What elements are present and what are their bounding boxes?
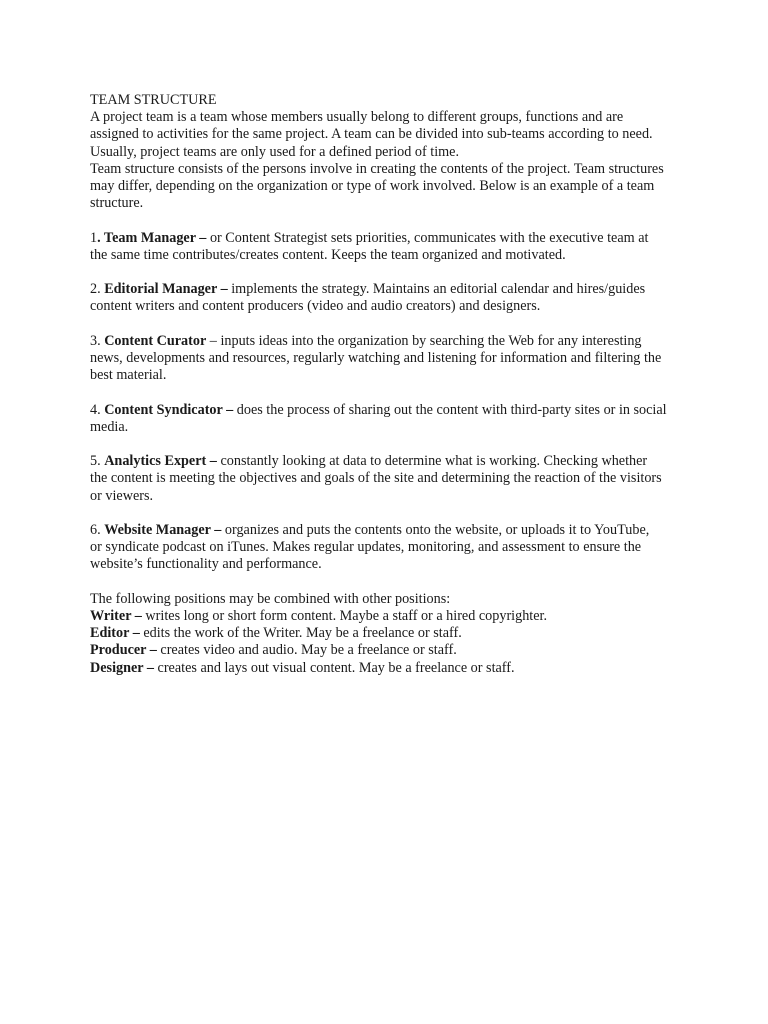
role-text: does the process of sharing out the content with third-party sites or in social (233, 401, 667, 418)
combined-item-producer (90, 642, 690, 659)
paragraph-gap (90, 574, 690, 591)
role-name: Website Manager – (104, 521, 222, 538)
role-line: media. (90, 418, 129, 435)
intro-line: structure. (90, 195, 144, 212)
role-line (90, 453, 690, 470)
role-line: the same time contributes/creates content. Keeps the team organized and motivated. (90, 246, 566, 263)
role-line: content writers and content producers (video and audio creators) and designers. (90, 298, 541, 315)
paragraph-gap (90, 212, 690, 229)
intro-line: Team structure consists of the persons involve in creating the contents of the project. Team structures (90, 160, 664, 177)
role-line (90, 333, 690, 350)
combined-item-writer (90, 608, 690, 625)
role-text: – inputs ideas into the organization by searching the Web for any interesting (206, 332, 642, 349)
role-text: organizes and puts the contents onto the website, or uploads it to YouTube, (221, 521, 650, 538)
combined-text: edits the work of the Writer. May be a freelance or staff. (139, 625, 462, 642)
combined-item-editor (90, 625, 690, 642)
paragraph-gap (90, 316, 690, 333)
role-number: 2. (90, 281, 105, 298)
intro-line: assigned to activities for the same project. A team can be divided into sub-teams according to need. (90, 126, 653, 143)
combined-name: Writer – (90, 607, 142, 624)
role-line: the content is meeting the objectives and goals of the site and determining the reaction of the visitors (90, 470, 662, 487)
combined-name: Designer – (90, 659, 154, 676)
intro-paragraph (90, 109, 690, 212)
role-item-editorial-manager (90, 281, 690, 315)
paragraph-gap (90, 505, 690, 522)
role-line (90, 230, 690, 247)
role-item-content-syndicator (90, 402, 690, 436)
role-name: Editorial Manager – (104, 281, 228, 298)
role-line: best material. (90, 367, 167, 384)
role-item-website-manager (90, 522, 690, 574)
role-number: 1 (90, 229, 98, 246)
combined-intro: The following positions may be combined with other positions: (90, 590, 451, 607)
role-line: or syndicate podcast on iTunes. Makes regular updates, monitoring, and assessment to ensure the (90, 539, 642, 556)
role-name: Content Syndicator – (104, 401, 234, 418)
role-number: 3. (90, 332, 105, 349)
role-text: constantly looking at data to determine what is working. Checking whether (216, 453, 648, 470)
role-name: . Team Manager – (97, 229, 207, 246)
role-line: website’s functionality and performance. (90, 556, 322, 573)
combined-item-designer (90, 660, 690, 677)
combined-text: writes long or short form content. Maybe a staff or a hired copyrighter. (141, 607, 548, 624)
role-text: implements the strategy. Maintains an editorial calendar and hires/guides (227, 281, 646, 298)
document-title: TEAM STRUCTURE (90, 92, 217, 108)
paragraph-gap (90, 436, 690, 453)
role-text: or Content Strategist sets priorities, communicates with the executive team at (206, 229, 649, 246)
role-number: 5. (90, 453, 105, 470)
role-line (90, 281, 690, 298)
intro-line: may differ, depending on the organization or type of work involved. Below is an example of a team (90, 178, 655, 195)
role-name: Analytics Expert – (104, 453, 217, 470)
role-line (90, 402, 690, 419)
combined-text: creates video and audio. May be a freelance or staff. (156, 642, 457, 659)
combined-name: Editor – (90, 625, 140, 642)
role-line (90, 522, 690, 539)
paragraph-gap (90, 384, 690, 401)
paragraph-gap (90, 264, 690, 281)
document-body (90, 92, 690, 677)
combined-positions (90, 591, 690, 677)
role-number: 4. (90, 401, 105, 418)
role-name: Content Curator (104, 332, 207, 349)
role-line: news, developments and resources, regularly watching and listening for information and filtering the (90, 350, 662, 366)
role-item-team-manager (90, 230, 690, 264)
role-number: 6. (90, 521, 105, 538)
role-item-content-curator (90, 333, 690, 385)
intro-line: A project team is a team whose members usually belong to different groups, functions and are (90, 109, 624, 126)
combined-name: Producer – (90, 642, 157, 659)
intro-line: Usually, project teams are only used for a defined period of time. (90, 143, 460, 160)
combined-text: creates and lays out visual content. May be a freelance or staff. (153, 659, 515, 676)
role-line: or viewers. (90, 487, 154, 504)
role-item-analytics-expert (90, 453, 690, 505)
